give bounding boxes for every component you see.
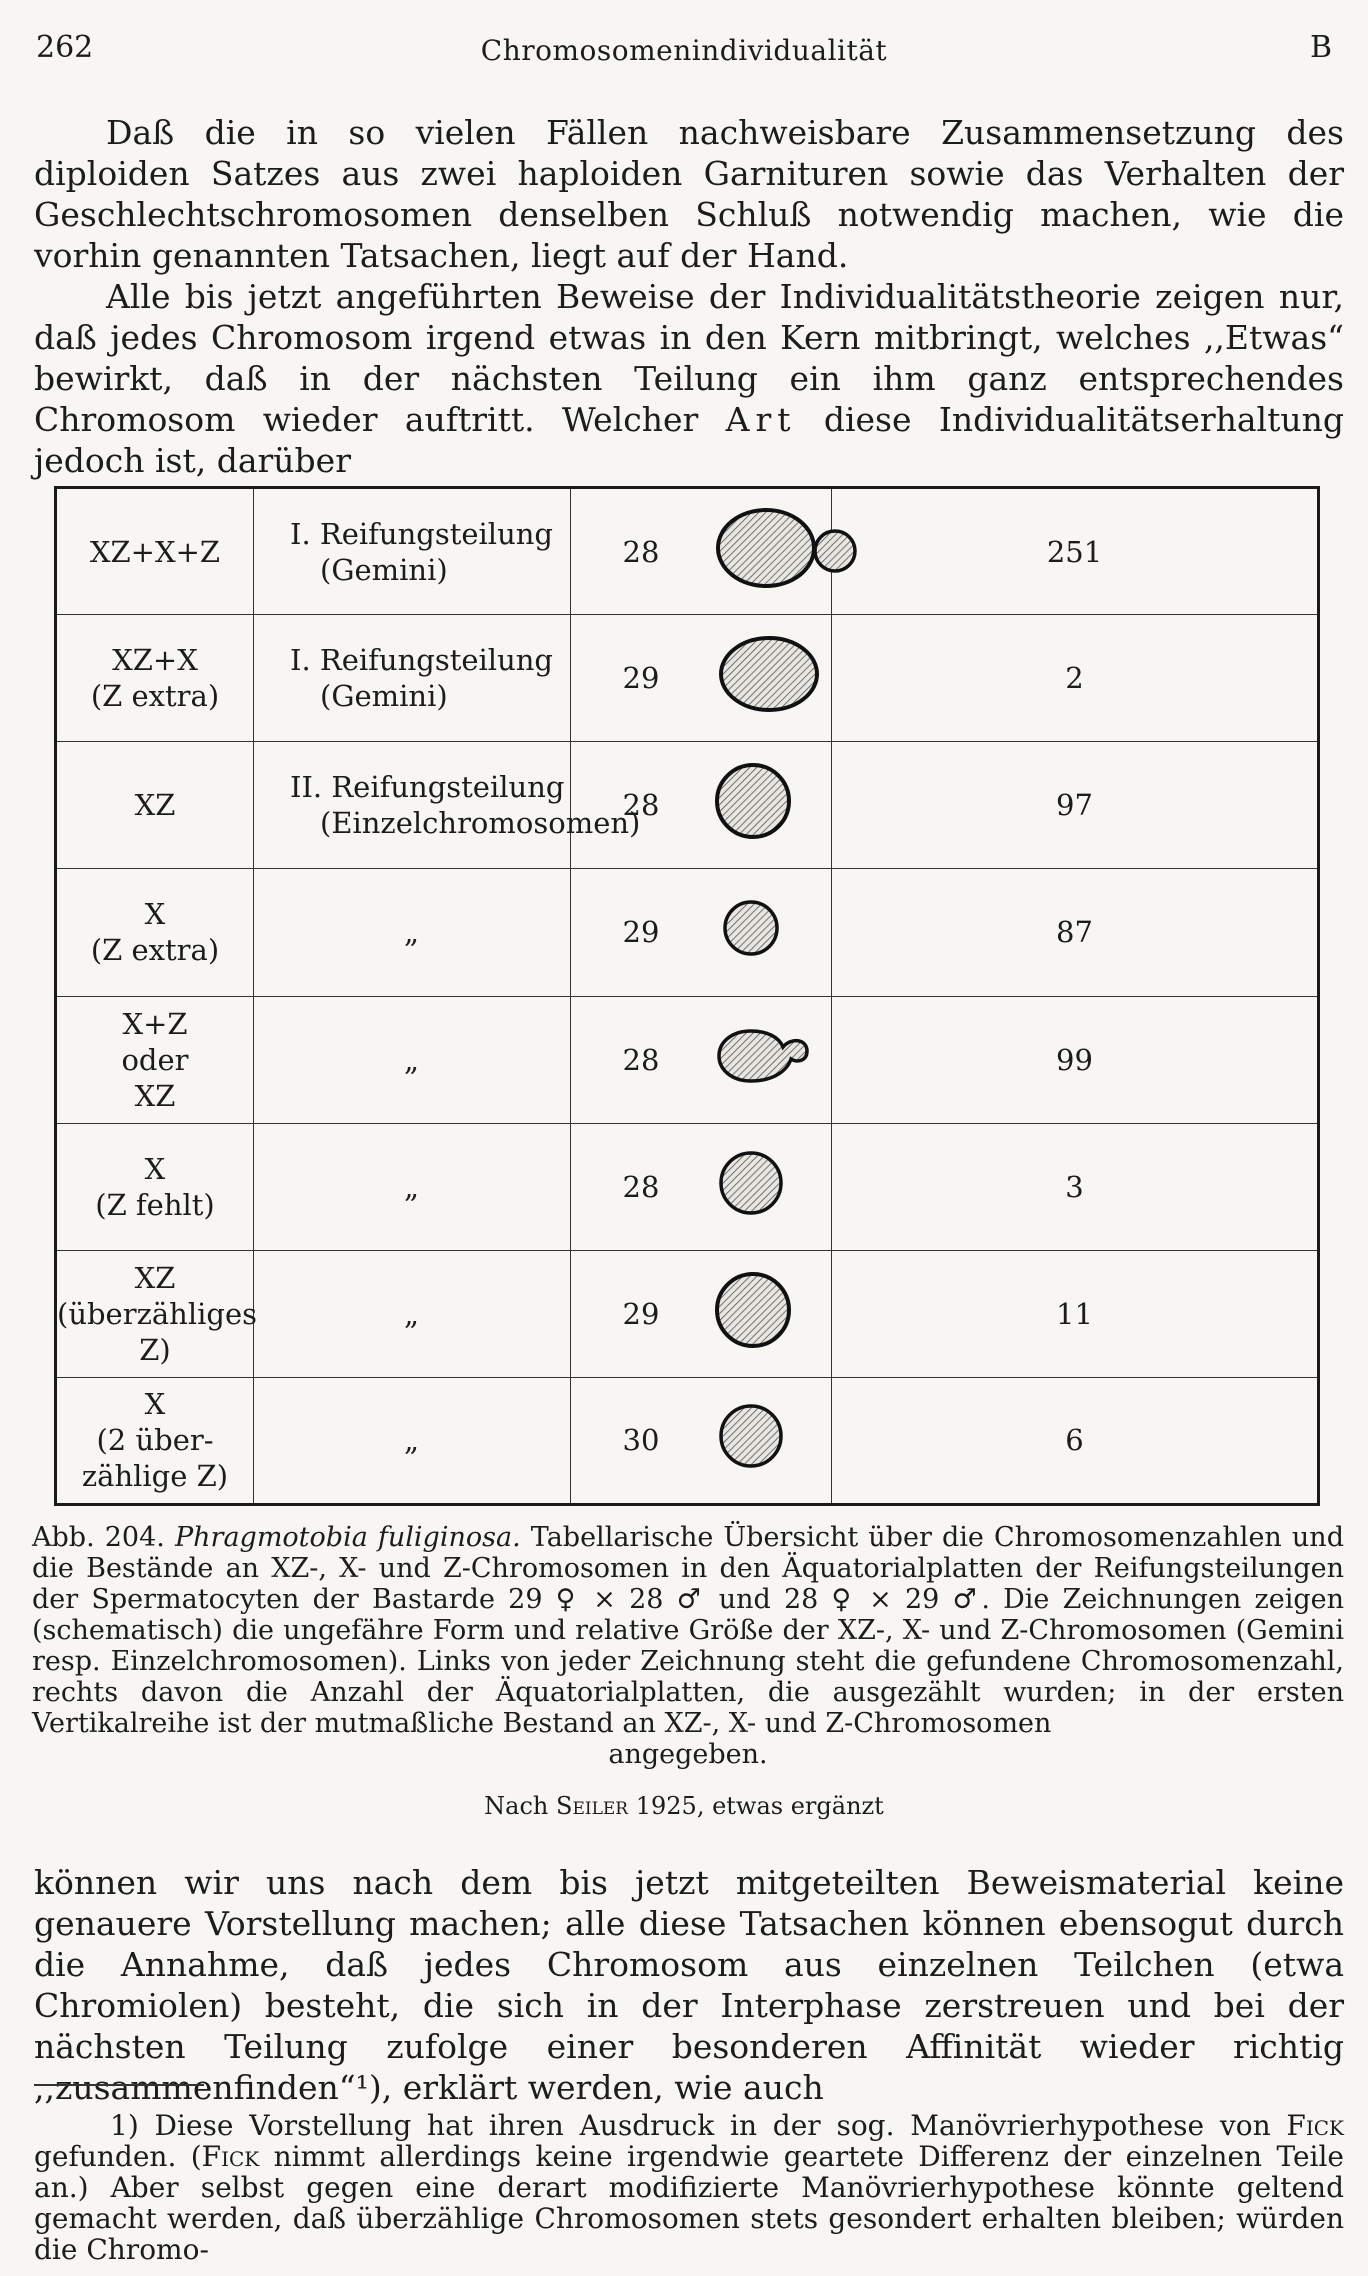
- footnote-author: Fick: [1286, 2109, 1344, 2142]
- plate-count-cell: 2: [832, 615, 1319, 742]
- plate-count-cell: 3: [832, 1123, 1319, 1250]
- chromosome-set-line: (Z fehlt): [95, 1187, 215, 1222]
- chromosome-set-cell: [56, 615, 254, 742]
- chromosome-number-cell: 28: [571, 488, 712, 615]
- chromosome-set-line: oder: [121, 1042, 189, 1077]
- footnote-text: gefunden. (: [34, 2140, 202, 2173]
- footnote-author: Fick: [201, 2140, 260, 2173]
- chromosome-drawing: [711, 1250, 832, 1377]
- chromosome-set-line: XZ+X: [112, 643, 198, 678]
- corner-letter: B: [1309, 30, 1332, 65]
- caption-text: Tabellarische Übersicht über die Chromosomenzahlen und die Bestände an XZ-, X- und Z-Chromosomen in den Äquatorialplatten der Reifungsteilungen der Spermatocyten der Bastarde 29 ♀ × 28 ♂ und 28 ♀ × 29 ♂. Die Zeichnungen zeigen (schematisch) die ungefähre Form und relative Größe der XZ-, X- und Z-Chromosomen (Gemini resp. Einzelchromosomen). Links von jeder Zeichnung steht die gefundene Chromosomenzahl, rechts davon die Anzahl der Äquatorialplatten, die ausgezählt wurden; in der ersten Vertikalreihe ist der mutmaßliche Bestand an XZ-, X- und Z-Chromosomen: [32, 1522, 1344, 1739]
- chromosome-drawing: [711, 1377, 832, 1504]
- table-row: [56, 1377, 1319, 1504]
- chromosome-number-cell: 28: [571, 742, 712, 869]
- paragraph: können wir uns nach dem bis jetzt mitgeteilten Beweismaterial keine genauere Vorstellung machen; alle diese Tatsachen können ebensogut durch die Annahme, daß jedes Chromosom aus einzelnen Teilchen (etwa Chromiolen) besteht, die sich in der Interphase zerstreuen und bei der nächsten Teilung zufolge einer besonderen Affinität wieder richtig ,,zusammenfinden“¹), erklärt werden, wie auch: [34, 1863, 1344, 2107]
- table-row: [56, 869, 1319, 996]
- table-row: [56, 742, 1319, 869]
- chromosome-set-line: (2 über-: [96, 1423, 214, 1458]
- ditto-mark: „: [404, 1296, 420, 1331]
- emphasized-word: Art: [725, 400, 797, 439]
- chromosome-set-line: zählige Z): [81, 1459, 229, 1494]
- division-cell: [254, 1250, 571, 1377]
- chromosome-set-line: X+Z: [122, 1006, 188, 1041]
- division-line: (Gemini): [320, 552, 448, 587]
- footnote: [34, 2110, 1344, 2265]
- plate-count-cell: 97: [832, 742, 1319, 869]
- chromosome-set-cell: [56, 488, 254, 615]
- division-line: (Gemini): [320, 679, 448, 714]
- division-cell: [254, 488, 571, 615]
- ditto-mark: „: [404, 1169, 420, 1204]
- source-suffix: 1925, etwas ergänzt: [635, 1792, 884, 1820]
- chromosome-drawing: [711, 488, 832, 615]
- chromosome-set-line: XZ: [134, 1078, 176, 1113]
- paragraph: Daß die in so vielen Fällen nachweisbare Zusammensetzung des diploiden Satzes aus zwei haploiden Garnituren sowie das Verhalten der Geschlechtschromosomen denselben Schluß notwendig machen, wie die vorhin genannten Tatsachen, liegt auf der Hand.: [34, 113, 1344, 275]
- division-cell: [254, 1123, 571, 1250]
- page-number: 262: [36, 30, 94, 65]
- chromosome-drawing: [711, 615, 832, 742]
- caption-last-line: angegeben.: [608, 1739, 768, 1770]
- division-line: I. Reifungsteilung: [290, 516, 553, 551]
- chromosome-number-cell: 29: [571, 1250, 712, 1377]
- table-row: [56, 615, 1319, 742]
- ditto-mark: „: [404, 1042, 420, 1077]
- division-cell: [254, 869, 571, 996]
- chromosome-table: [54, 486, 1320, 1506]
- chromosome-number-cell: 28: [571, 1123, 712, 1250]
- source-prefix: Nach: [484, 1792, 549, 1820]
- chromosome-set-cell: [56, 869, 254, 996]
- chromosome-set-line: X: [144, 1387, 166, 1422]
- chromosome-set-line: (Z extra): [90, 933, 220, 968]
- chromosome-set-cell: [56, 1123, 254, 1250]
- division-line: II. Reifungsteilung: [290, 770, 565, 805]
- ditto-mark: „: [404, 915, 420, 950]
- page-header: [36, 30, 1332, 70]
- ditto-mark: „: [404, 1423, 420, 1458]
- paragraph-text: Alle bis jetzt angeführten Beweise der Individualitätstheorie zeigen nur, daß jedes Chromosom irgend etwas in den Kern mitbringt, welches ,,Etwas“ bewirkt, daß in der nächsten Teilung ein ihm ganz entsprechendes Chromosom wieder auftritt. Welcher: [34, 277, 1344, 439]
- division-cell: [254, 996, 571, 1123]
- top-text: [34, 112, 1344, 481]
- chromosome-set-cell: [56, 1377, 254, 1504]
- plate-count-cell: 11: [832, 1250, 1319, 1377]
- chromosome-drawing: [711, 742, 832, 869]
- chromosome-number-cell: 28: [571, 996, 712, 1123]
- plate-count-cell: 251: [832, 488, 1319, 615]
- chromosome-drawing: [711, 1123, 832, 1250]
- division-line: I. Reifungsteilung: [290, 643, 553, 678]
- chromosome-set-line: (überzähliges: [57, 1296, 257, 1331]
- chromosome-set-cell: [56, 1250, 257, 1377]
- plate-count-cell: 99: [832, 996, 1319, 1123]
- table-row: [56, 996, 1319, 1123]
- footnote-text: nimmt allerdings keine irgendwie geartete Differenz der einzelnen Teile an.) Aber selbst gegen eine derart modifizierte Manövrierhypothese könnte geltend gemacht werden, daß überzählige Chromosomen stets gesondert erhalten bleiben; würden die Chromo-: [34, 2140, 1344, 2266]
- chromosome-number-cell: 29: [571, 869, 712, 996]
- table-row: [56, 1250, 1319, 1377]
- chromosome-set-line: XZ: [134, 788, 176, 823]
- species-name: Phragmotobia fuliginosa.: [174, 1522, 521, 1553]
- paragraph-text: diese Individualitätserhaltung jedoch ist, darüber: [34, 400, 1344, 480]
- chromosome-set-line: XZ: [134, 1260, 176, 1295]
- plate-count-cell: 6: [832, 1377, 1319, 1504]
- table-row: [56, 488, 1319, 615]
- figure-source: [0, 1792, 1368, 1820]
- chromosome-number-cell: 30: [571, 1377, 712, 1504]
- chromosome-number-cell: 29: [571, 615, 712, 742]
- bottom-text: [34, 1862, 1344, 2108]
- chromosome-drawing: [711, 869, 832, 996]
- plate-count-cell: 87: [832, 869, 1319, 996]
- source-author: Seiler: [556, 1792, 629, 1820]
- figure-caption: [32, 1522, 1344, 1770]
- division-line: (Einzelchromosomen): [320, 806, 641, 841]
- table-row: [56, 1123, 1319, 1250]
- division-cell: [254, 615, 571, 742]
- chromosome-set-line: X: [144, 1151, 166, 1186]
- footnote-rule: [34, 2084, 204, 2086]
- footnote-marker: 1): [110, 2109, 139, 2142]
- chromosome-set-line: Z): [139, 1332, 171, 1367]
- chromosome-drawing: [711, 996, 832, 1123]
- footnote-text: Diese Vorstellung hat ihren Ausdruck in der sog. Manövrierhypothese von: [154, 2109, 1271, 2142]
- chromosome-set-line: XZ+X+Z: [89, 534, 221, 569]
- paragraph: [34, 276, 1344, 481]
- chromosome-set-line: X: [144, 897, 166, 932]
- chromosome-set-cell: [56, 996, 254, 1123]
- chromosome-set-line: (Z extra): [90, 679, 220, 714]
- running-title: Chromosomenindividualität: [480, 34, 888, 67]
- chromosome-set-cell: [56, 742, 254, 869]
- figure-label: Abb. 204.: [32, 1522, 165, 1553]
- division-cell: [254, 1377, 571, 1504]
